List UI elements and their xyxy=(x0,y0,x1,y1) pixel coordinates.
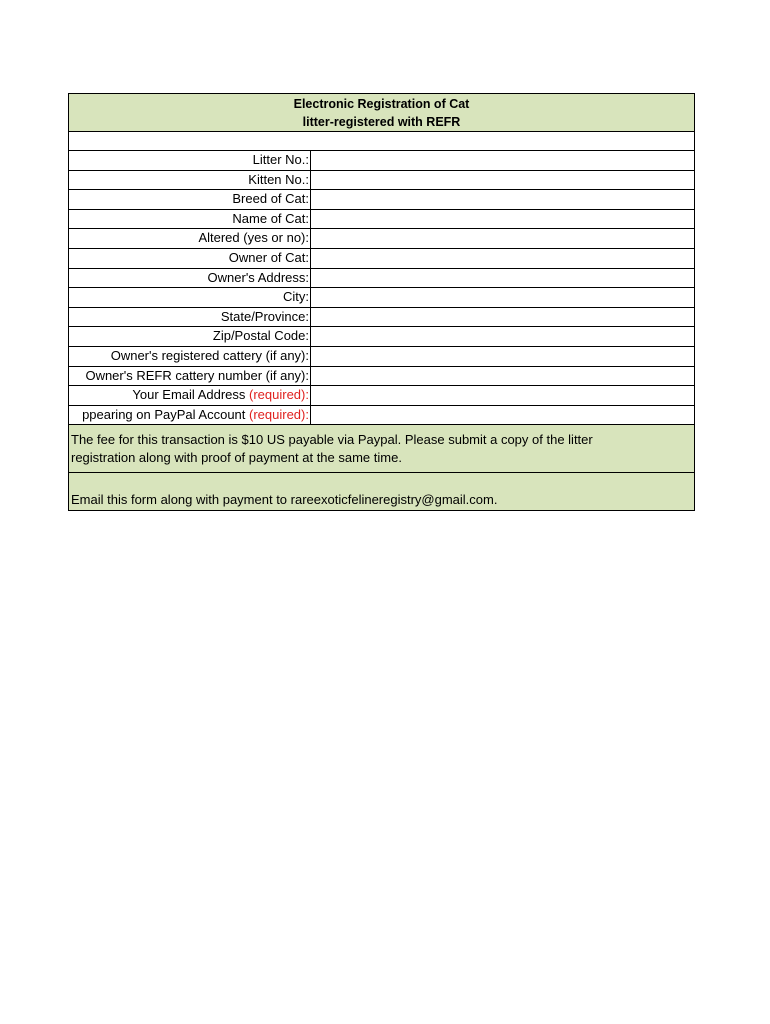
email-input[interactable] xyxy=(311,386,694,405)
field-row-cat-name xyxy=(69,210,694,230)
fee-note-line1: The fee for this transaction is $10 US payable via Paypal. Please submit a copy of the litter xyxy=(71,432,593,448)
field-label: Owner's registered cattery (if any): xyxy=(69,347,311,366)
field-row-email xyxy=(69,386,694,406)
colon: : xyxy=(305,406,309,422)
paypal-label xyxy=(69,406,311,425)
litter-no-input[interactable] xyxy=(311,151,694,170)
colon: : xyxy=(305,387,309,403)
field-label: Breed of Cat: xyxy=(69,190,311,209)
form-title-cell xyxy=(69,94,694,132)
field-row-litter-no xyxy=(69,151,694,171)
fee-note-line2: registration along with proof of payment at the same time. xyxy=(71,450,402,466)
altered-input[interactable] xyxy=(311,229,694,248)
required-marker: (required) xyxy=(249,387,306,403)
field-row-cattery-number xyxy=(69,367,694,387)
field-row-cattery xyxy=(69,347,694,367)
owner-address-input[interactable] xyxy=(311,269,694,288)
email-note: Email this form along with payment to rareexoticfelineregistry@gmail.com. xyxy=(69,473,694,510)
field-row-state xyxy=(69,308,694,328)
field-row-paypal xyxy=(69,406,694,426)
cattery-input[interactable] xyxy=(311,347,694,366)
zip-input[interactable] xyxy=(311,327,694,346)
spacer-row xyxy=(69,132,694,151)
field-label: Name of Cat: xyxy=(69,210,311,229)
field-label: Owner's Address: xyxy=(69,269,311,288)
field-label: Owner of Cat: xyxy=(69,249,311,268)
kitten-no-input[interactable] xyxy=(311,171,694,190)
required-marker: (required) xyxy=(249,406,306,422)
field-label: Litter No.: xyxy=(69,151,311,170)
field-label: State/Province: xyxy=(69,308,311,327)
field-row-altered xyxy=(69,229,694,249)
form-title-line1: Electronic Registration of Cat xyxy=(293,97,470,111)
field-row-city xyxy=(69,288,694,308)
owner-input[interactable] xyxy=(311,249,694,268)
cattery-number-input[interactable] xyxy=(311,367,694,386)
city-input[interactable] xyxy=(311,288,694,307)
field-row-breed xyxy=(69,190,694,210)
cat-name-input[interactable] xyxy=(311,210,694,229)
field-row-zip xyxy=(69,327,694,347)
paypal-input[interactable] xyxy=(311,406,694,425)
field-label: Owner's REFR cattery number (if any): xyxy=(69,367,311,386)
email-label xyxy=(69,386,311,405)
state-input[interactable] xyxy=(311,308,694,327)
breed-input[interactable] xyxy=(311,190,694,209)
email-label-text: Your Email Address xyxy=(132,387,250,403)
form-title-line2: litter-registered with REFR xyxy=(302,115,461,129)
field-row-kitten-no xyxy=(69,171,694,191)
field-row-owner-address xyxy=(69,269,694,289)
field-label: Zip/Postal Code: xyxy=(69,327,311,346)
field-row-owner xyxy=(69,249,694,269)
registration-form xyxy=(68,93,695,511)
paypal-label-text: ppearing on PayPal Account xyxy=(82,406,250,422)
fee-note xyxy=(69,425,694,473)
field-label: City: xyxy=(69,288,311,307)
field-label: Altered (yes or no): xyxy=(69,229,311,248)
field-label: Kitten No.: xyxy=(69,171,311,190)
